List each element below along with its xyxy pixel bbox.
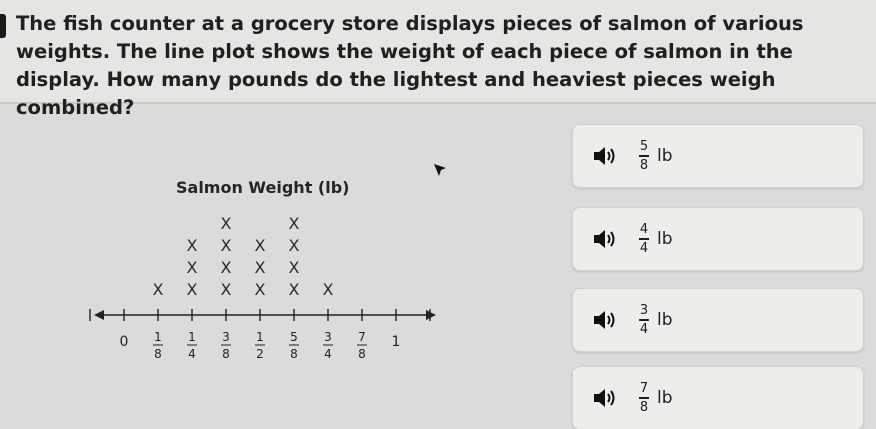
fraction-denominator: 8 — [639, 157, 649, 173]
choice-unit: lb — [657, 229, 673, 249]
tick-label-denominator: 4 — [188, 347, 196, 361]
tick-label-numerator: 3 — [324, 330, 332, 344]
fraction-denominator: 8 — [639, 399, 649, 415]
answer-choice-3[interactable] — [572, 288, 864, 352]
plot-x-mark: X — [186, 280, 198, 299]
plot-x-mark: X — [220, 214, 232, 233]
answer-choice-4[interactable] — [572, 366, 864, 429]
left-arrow-icon — [94, 310, 104, 320]
question-panel — [0, 0, 876, 119]
choice-fraction — [639, 140, 649, 171]
choice-unit: lb — [657, 310, 673, 330]
plot-x-mark: X — [254, 236, 266, 255]
choice-fraction — [639, 382, 649, 413]
tick-label-denominator: 8 — [154, 347, 162, 361]
plot-x-mark: X — [220, 236, 232, 255]
tick-label-numerator: 5 — [290, 330, 298, 344]
fraction-numerator: 3 — [639, 303, 649, 319]
question-text: The fish counter at a grocery store displays pieces of salmon of various weights. The line plot shows the weight of each piece of salmon in the display. How many pounds do the lightest and heaviest pieces weigh combined? — [16, 12, 804, 119]
tick-label-numerator: 7 — [358, 330, 366, 344]
fraction-denominator: 4 — [639, 321, 649, 337]
tick-label: 0 — [119, 334, 129, 350]
plot-title: Salmon Weight (lb) — [176, 178, 350, 197]
choice-unit: lb — [657, 146, 673, 166]
plot-x-mark: X — [220, 280, 232, 299]
answer-choice-1[interactable] — [572, 124, 864, 188]
speaker-icon[interactable] — [591, 307, 617, 333]
right-arrow-icon — [426, 310, 436, 320]
fraction-denominator: 4 — [639, 240, 649, 256]
choice-fraction — [639, 304, 649, 335]
plot-x-mark: X — [288, 258, 300, 277]
line-plot — [80, 170, 460, 380]
tick-label-denominator: 8 — [358, 347, 366, 361]
fraction-numerator: 4 — [639, 222, 649, 238]
tick-label-denominator: 4 — [324, 347, 332, 361]
plot-x-mark: X — [186, 258, 198, 277]
plot-x-mark: X — [254, 258, 266, 277]
question-marker — [0, 14, 6, 38]
speaker-icon[interactable] — [591, 143, 617, 169]
mouse-cursor-icon — [432, 162, 448, 178]
fraction-numerator: 5 — [639, 139, 649, 155]
tick-label-numerator: 1 — [188, 330, 196, 344]
tick-label-numerator: 1 — [256, 330, 264, 344]
choice-unit: lb — [657, 388, 673, 408]
plot-x-mark: X — [220, 258, 232, 277]
tick-label-denominator: 2 — [256, 347, 264, 361]
plot-x-mark: X — [288, 214, 300, 233]
tick-label-numerator: 3 — [222, 330, 230, 344]
tick-label: 1 — [391, 334, 401, 350]
plot-x-mark: X — [288, 280, 300, 299]
tick-label-numerator: 1 — [154, 330, 162, 344]
speaker-icon[interactable] — [591, 385, 617, 411]
fraction-numerator: 7 — [639, 381, 649, 397]
speaker-icon[interactable] — [591, 226, 617, 252]
plot-x-mark: X — [254, 280, 266, 299]
plot-x-mark: X — [322, 280, 334, 299]
tick-label-denominator: 8 — [222, 347, 230, 361]
plot-x-mark: X — [186, 236, 198, 255]
plot-x-mark: X — [288, 236, 300, 255]
line-plot-svg — [80, 170, 460, 380]
answer-choice-2[interactable] — [572, 207, 864, 271]
choice-fraction — [639, 223, 649, 254]
plot-x-mark: X — [152, 280, 164, 299]
tick-label-denominator: 8 — [290, 347, 298, 361]
